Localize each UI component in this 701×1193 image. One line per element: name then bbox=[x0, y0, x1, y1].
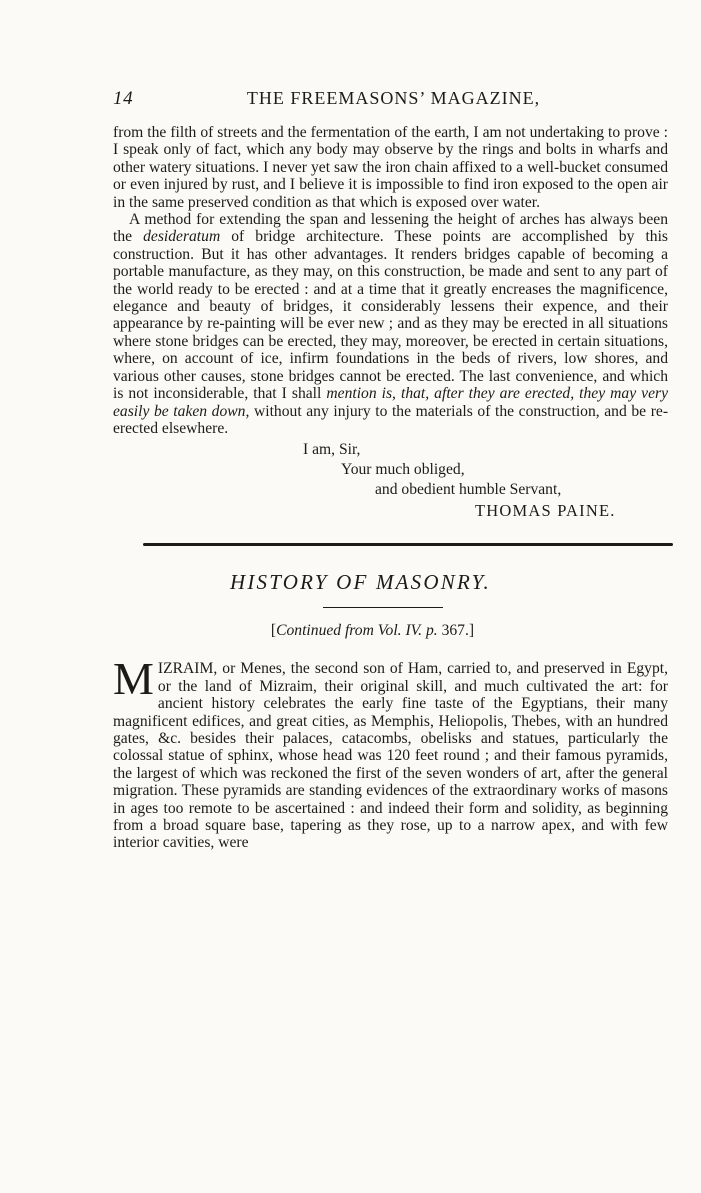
page bbox=[113, 88, 668, 867]
article-body bbox=[113, 653, 668, 852]
closing-line-2: Your much obliged, bbox=[341, 461, 465, 479]
article-text: IZRAIM, or Menes, the second son of Ham, carried to, and preserved in Egypt, or the land of Mizraim, their original skill, and much cultivated the art: for ancient history celebrates the early fine taste of the Egyptians, their many magnificent edifices, and great cities, as Memphis, Heliopolis, Thebes, with an hundred gates, &c. besides their palaces, catacombs, obelisks and statues, particularly the colossal statue of sphinx, whose head was 120 feet round ; and their famous pyramids, the largest of which was reckoned the first of the seven wonders of art, after the general migration. These pyramids are standing evidences of the extraordinary works of masons in ages too remote to be ascertained : and indeed their form and solidity, as beginning from a broad square base, tapering as they rose, up to a narrow apex, and with few interior cavities, were bbox=[113, 660, 668, 852]
letter-closing bbox=[113, 437, 668, 529]
text-run: of bridge architecture. These points are accomplished by this construction. But it has other advantages. It renders bridges capable of becoming a portable manufacture, as they may, on this construction, be made and sent to any part of the world ready to be erected : and at a time that it greatly encreases the magnificence, elegance and beauty of bridges, it considerably lessens their expence, and their appearance by re-painting will be ever new ; and as they may be erected in all situations where stone bridges can be erected, they may, moreover, be erected in certain situations, where, on account of ice, infirm foundations in the beds of rivers, low shores, and various other causes, stone bridges cannot be erected. The last convenience, and which is not inconsiderable, that I shall bbox=[113, 228, 668, 403]
salutation: I am, Sir, bbox=[303, 441, 361, 459]
continued-note bbox=[113, 622, 668, 640]
running-title: THE FREEMASONS’ MAGAZINE, bbox=[246, 88, 541, 108]
continued-ref: 367.] bbox=[437, 622, 475, 640]
text-run: A method for extending the span and lessening the height of arches has always been the bbox=[113, 211, 668, 246]
title-underline bbox=[323, 607, 443, 608]
italic-phrase: mention is, that, after they are erected, they may very easily be taken down, bbox=[113, 385, 668, 420]
text-run: without any injury to the materials of the construction, and be re-erected elsewhere. bbox=[113, 402, 669, 437]
running-header bbox=[113, 88, 668, 124]
italic-term: desideratum bbox=[143, 228, 221, 246]
drop-cap: M bbox=[113, 653, 154, 705]
page-number: 14 bbox=[113, 88, 134, 109]
section-divider bbox=[143, 543, 673, 546]
article-title: HISTORY OF MASONRY. bbox=[230, 570, 491, 595]
bracket: [ bbox=[270, 622, 277, 640]
letter-paragraph-2 bbox=[113, 211, 668, 437]
letter-paragraph-1: from the filth of streets and the fermentation of the earth, I am not undertaking to prove : I speak only of fact, which any body may observe by the rings and bolts in wharfs and other watery situations. I never yet saw the iron chain affixed to a well-bucket consumed or even injured by rust, and I believe it is impossible to find iron exposed to the open air in the same preserved condition as that which is exposed over water. bbox=[113, 124, 668, 211]
signature: THOMAS PAINE. bbox=[475, 501, 616, 521]
continued-italic: Continued from Vol. IV. p. bbox=[276, 622, 438, 640]
closing-line-3: and obedient humble Servant, bbox=[375, 481, 562, 499]
